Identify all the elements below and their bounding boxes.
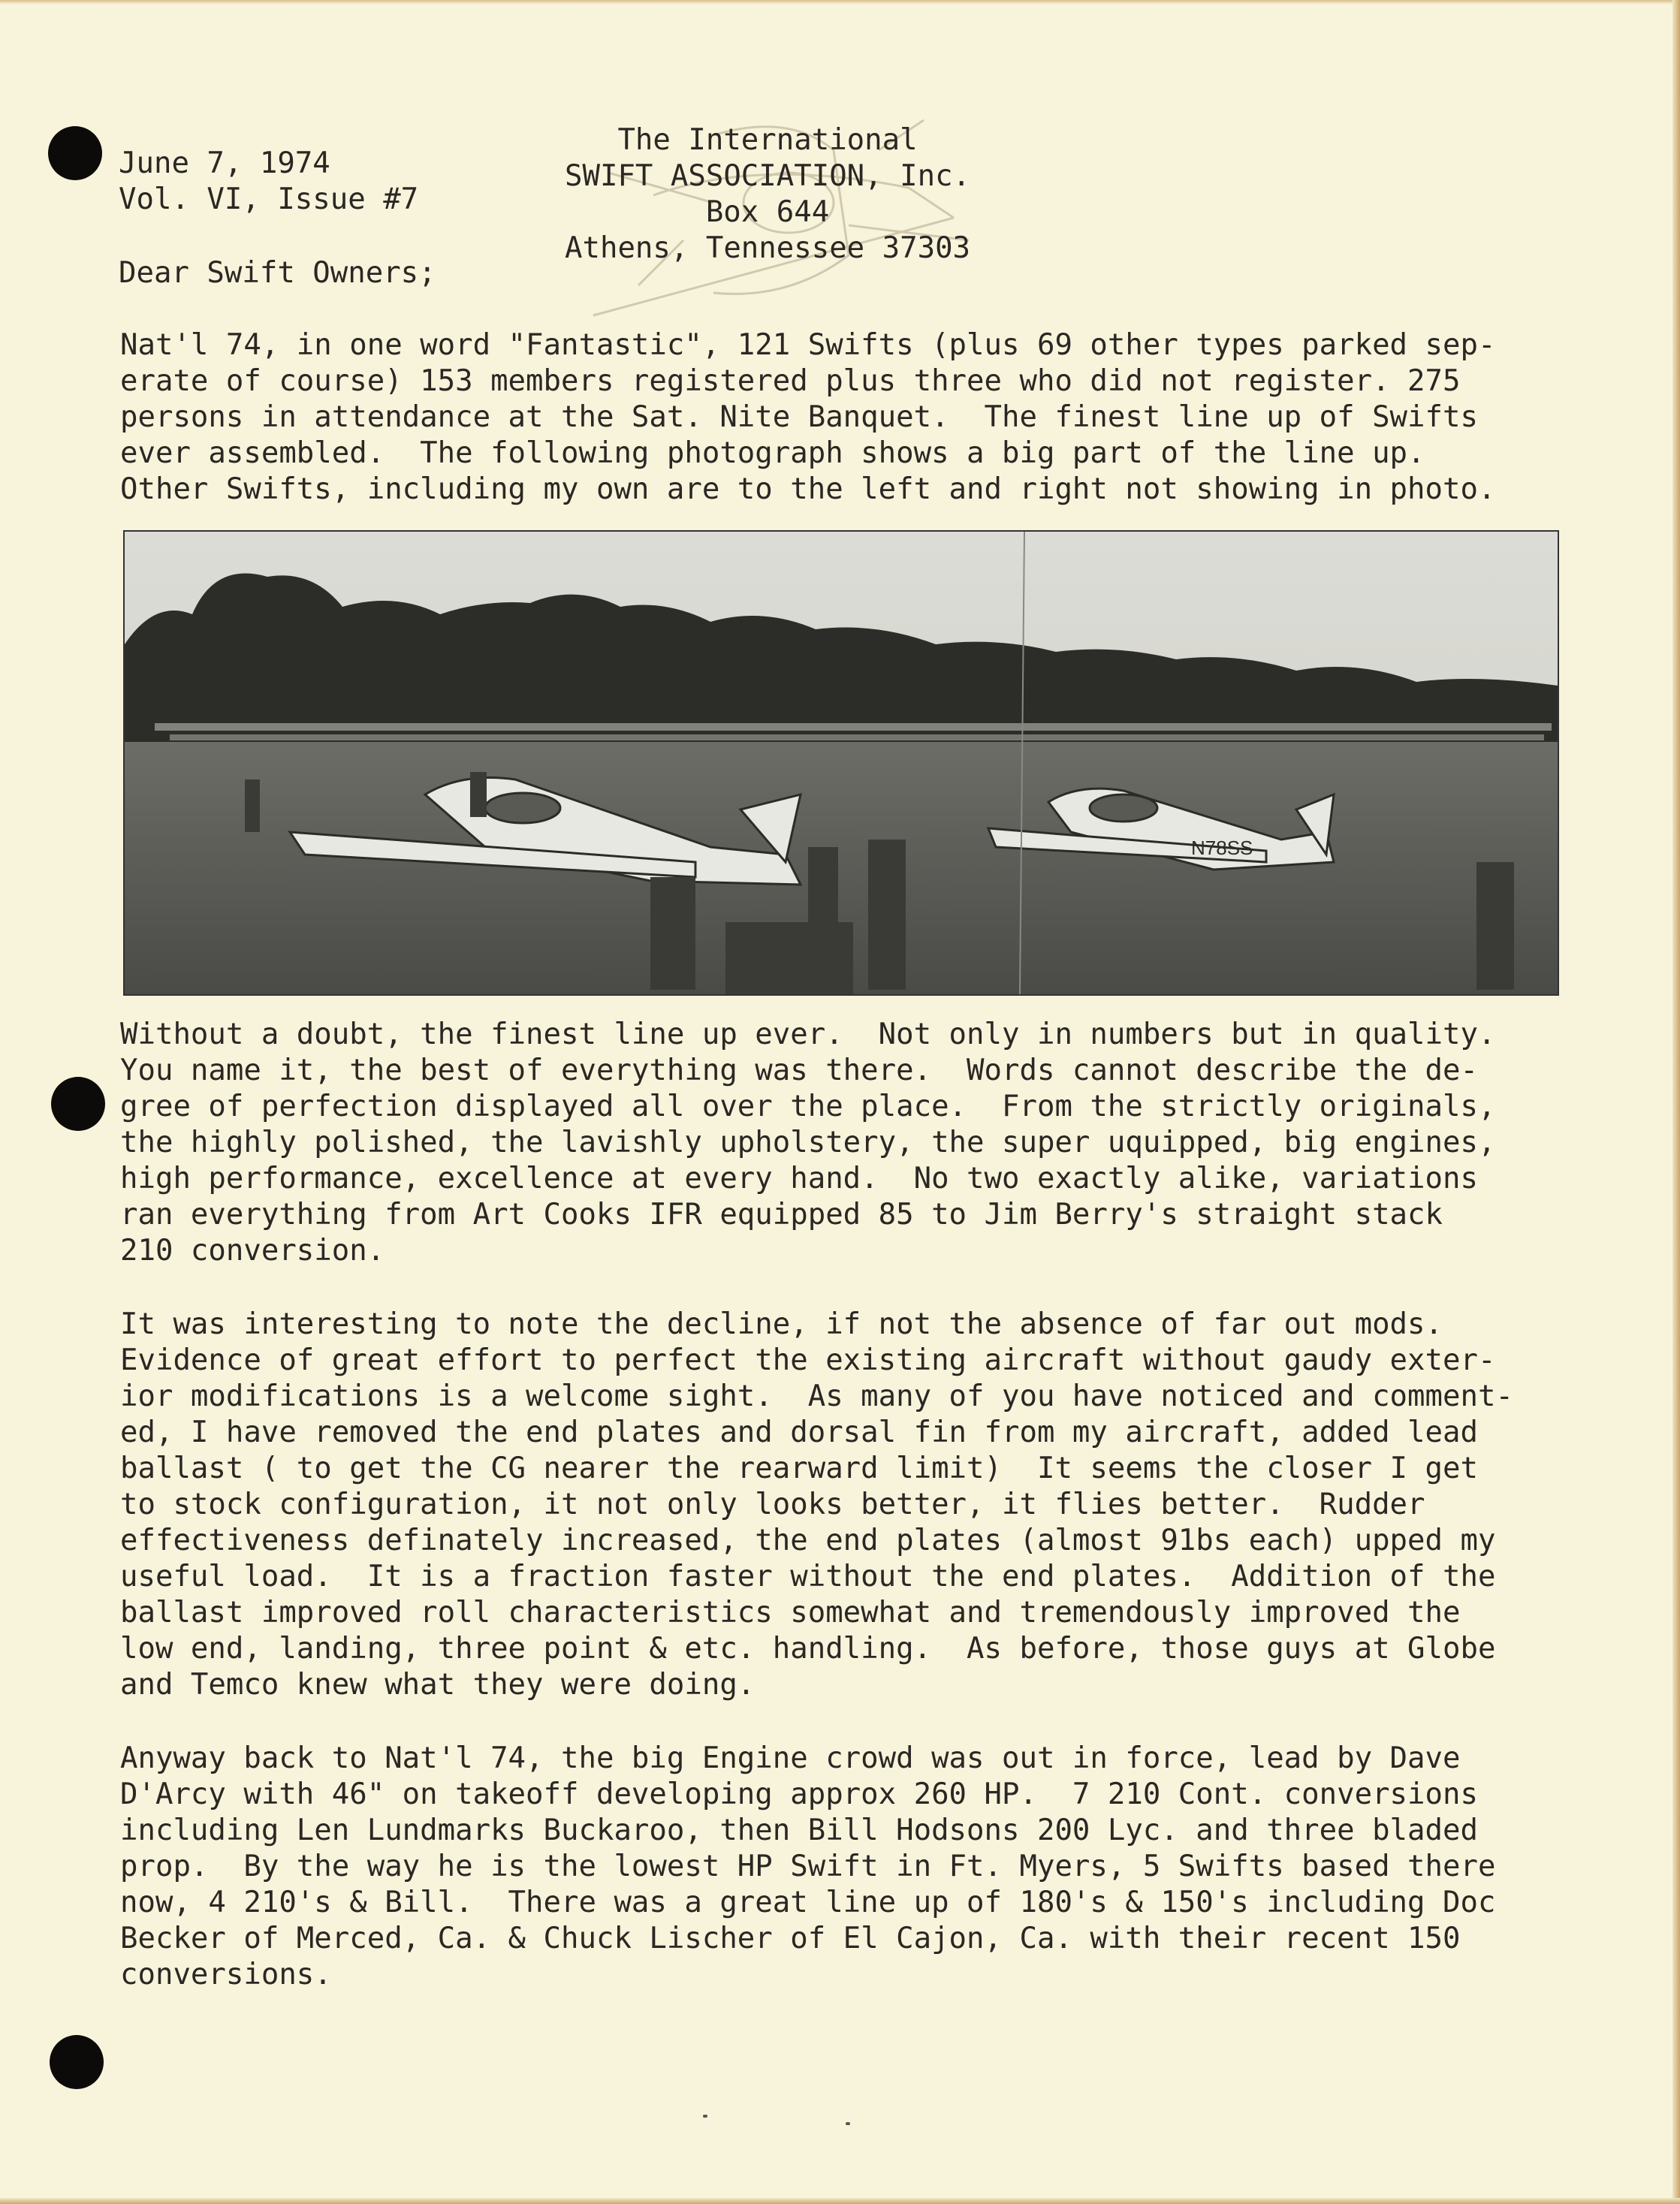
paragraph-line: Evidence of great effort to perfect the existing aircraft without gaudy exter- — [120, 1343, 1496, 1377]
issue-date: June 7, 1974 — [119, 146, 330, 180]
paragraph-line: ballast ( to get the CG nearer the rearward limit) It seems the closer I get — [120, 1452, 1478, 1485]
paragraph-line: It was interesting to note the decline, if not the absence of far out mods. — [120, 1307, 1443, 1341]
paragraph-line: the highly polished, the lavishly upholstery, the super uquipped, big engines, — [120, 1126, 1496, 1159]
paragraph-line: to stock configuration, it not only looks better, it flies better. Rudder — [120, 1488, 1425, 1521]
org-line-1: The International — [617, 123, 918, 157]
org-line-4: Athens, Tennessee 37303 — [565, 231, 971, 265]
salutation: Dear Swift Owners; — [119, 256, 436, 290]
binder-hole-middle — [51, 1077, 105, 1131]
paragraph-4 — [120, 1741, 1495, 1993]
issue-info — [119, 146, 418, 218]
paragraph-line: ran everything from Art Cooks IFR equipped 85 to Jim Berry's straight stack — [120, 1198, 1443, 1232]
paragraph-line: D'Arcy with 46" on takeoff developing approx 260 HP. 7 210 Cont. conversions — [120, 1777, 1478, 1811]
paragraph-line: now, 4 210's & Bill. There was a great line up of 180's & 150's including Doc — [120, 1886, 1496, 1919]
binder-hole-top — [48, 126, 102, 180]
stray-mark — [703, 2115, 707, 2118]
paragraph-line: high performance, excellence at every hand. No two exactly alike, variations — [120, 1162, 1478, 1195]
paragraph-line: including Len Lundmarks Buckaroo, then Bill Hodsons 200 Lyc. and three bladed — [120, 1814, 1478, 1847]
paragraph-line: ed, I have removed the end plates and dorsal fin from my aircraft, added lead — [120, 1416, 1478, 1449]
aircraft-registration: N78SS — [1191, 837, 1253, 859]
paragraph-line: ballast improved roll characteristics somewhat and tremendously improved the — [120, 1596, 1461, 1630]
paragraph-line: erate of course) 153 members registered plus three who did not register. 275 — [120, 364, 1461, 398]
stray-mark — [846, 2122, 850, 2125]
paragraph-line: gree of perfection displayed all over the place. From the strictly originals, — [120, 1090, 1496, 1123]
paragraph-line: useful load. It is a fraction faster without the end plates. Addition of the — [120, 1560, 1496, 1593]
paragraph-line: Without a doubt, the finest line up ever. Not only in numbers but in quality. — [120, 1018, 1496, 1051]
page-edge-top — [0, 0, 1680, 5]
page-edge-bottom — [0, 2198, 1680, 2204]
paragraph-line: conversions. — [120, 1958, 332, 1991]
paragraph-3 — [120, 1307, 1513, 1703]
paragraph-line: Other Swifts, including my own are to the left and right not showing in photo. — [120, 472, 1496, 506]
airfield-lineup-photo — [123, 530, 1559, 996]
paragraph-line: and Temco knew what they were doing. — [120, 1668, 756, 1702]
org-line-2: SWIFT ASSOCIATION, Inc. — [565, 159, 971, 193]
paragraph-line: ior modifications is a welcome sight. As many of you have noticed and comment- — [120, 1379, 1513, 1413]
paragraph-1 — [120, 327, 1495, 508]
paragraph-line: ever assembled. The following photograph shows a big part of the line up. — [120, 436, 1425, 470]
issue-volume: Vol. VI, Issue #7 — [119, 182, 419, 216]
paragraph-line: effectiveness definately increased, the end plates (almost 91bs each) upped my — [120, 1524, 1496, 1557]
binder-hole-bottom — [50, 2035, 104, 2089]
paragraph-line: low end, landing, three point & etc. handling. As before, those guys at Globe — [120, 1632, 1496, 1666]
page-edge-right — [1672, 0, 1680, 2204]
paragraph-line: 210 conversion. — [120, 1234, 385, 1268]
paragraph-line: Nat'l 74, in one word "Fantastic", 121 Swifts (plus 69 other types parked sep- — [120, 328, 1496, 362]
paragraph-line: You name it, the best of everything was there. Words cannot describe the de- — [120, 1054, 1478, 1087]
paragraph-line: Anyway back to Nat'l 74, the big Engine crowd was out in force, lead by Dave — [120, 1741, 1461, 1775]
organization-address — [565, 122, 970, 267]
org-line-3: Box 644 — [705, 195, 830, 229]
paragraph-line: prop. By the way he is the lowest HP Swift in Ft. Myers, 5 Swifts based there — [120, 1850, 1496, 1883]
paragraph-2 — [120, 1017, 1495, 1269]
paragraph-line: Becker of Merced, Ca. & Chuck Lischer of El Cajon, Ca. with their recent 150 — [120, 1922, 1461, 1955]
paragraph-line: persons in attendance at the Sat. Nite Banquet. The finest line up of Swifts — [120, 400, 1478, 434]
